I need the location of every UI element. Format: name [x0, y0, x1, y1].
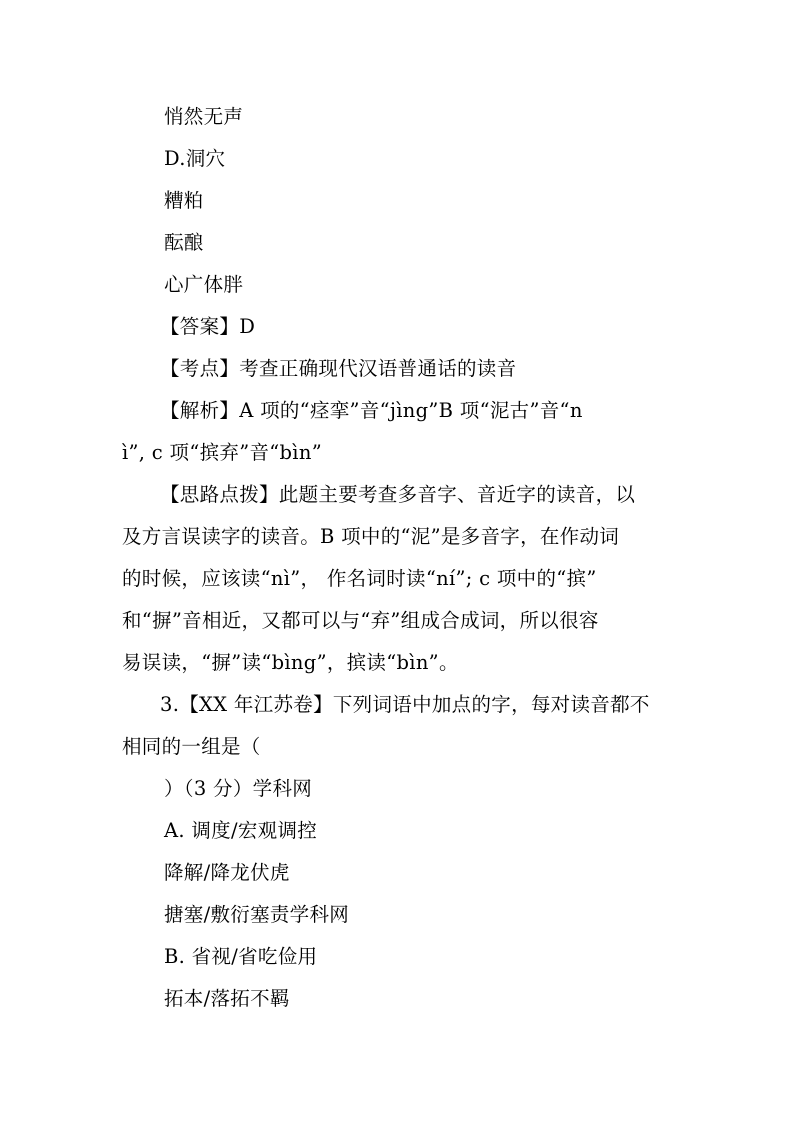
question-line-continued: 相同的一组是（ [122, 735, 261, 758]
analysis-line-continued: ì”, c 项“摈弃”音“bìn” [122, 441, 322, 464]
hint-line-continued: 和“摒”音相近，又都可以与“弃”组成合成词，所以很容 [122, 609, 599, 632]
hint-line-continued: 及方言误读字的读音。B 项中的“泥”是多音字，在作动词 [122, 525, 620, 548]
option-line: A. 调度/宏观调控 [164, 819, 318, 842]
text-line: 悄然无声 [164, 105, 244, 128]
hint-line-continued: 易误读，“摒”读“bìng”，摈读“bìn”。 [122, 651, 459, 674]
text-line: 酝酿 [164, 231, 204, 254]
analysis-line: 【解析】A 项的“痉挛”音“jìng”B 项“泥古”音“n [160, 399, 583, 422]
text-line: D.洞穴 [164, 147, 226, 170]
option-item: 搪塞/敷衍塞责学科网 [164, 903, 350, 926]
option-item: 降解/降龙伏虎 [164, 861, 290, 884]
question-score-line: ）（3 分）学科网 [164, 777, 313, 800]
hint-line-continued: 的时候，应该读“nì”， 作名词时读“ní”; c 项中的“摈” [122, 567, 597, 590]
answer-line: 【答案】D [160, 315, 256, 338]
option-line: B. 省视/省吃俭用 [164, 945, 318, 968]
text-line: 心广体胖 [164, 273, 244, 296]
question-line: 3.【XX 年江苏卷】下列词语中加点的字，每对读音都不 [160, 693, 650, 716]
option-item: 拓本/落拓不羁 [164, 987, 290, 1010]
key-point-line: 【考点】考查正确现代汉语普通话的读音 [160, 357, 517, 380]
text-line: 糟粕 [164, 189, 204, 212]
hint-line: 【思路点拨】此题主要考查多音字、音近字的读音，以 [160, 483, 636, 506]
